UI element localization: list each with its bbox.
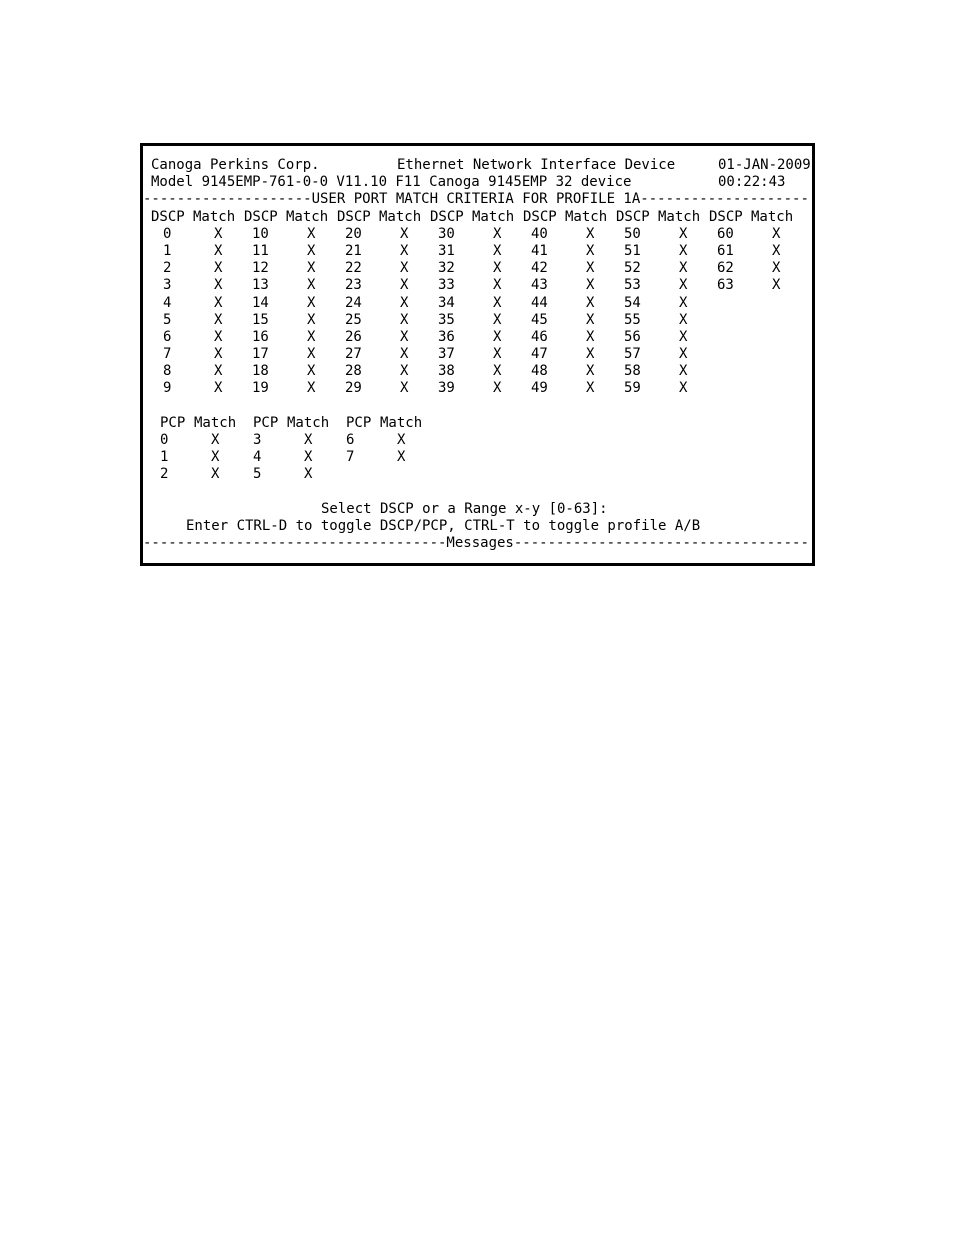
dscp-match-flag[interactable]: X — [586, 311, 595, 328]
dscp-value: 6 — [163, 328, 172, 345]
dscp-value: 42 — [531, 260, 548, 277]
dscp-table-row — [148, 363, 688, 380]
dscp-value: 52 — [624, 260, 641, 277]
dscp-match-flag[interactable]: X — [493, 328, 502, 345]
dscp-match-flag[interactable]: X — [586, 277, 595, 294]
select-prompt: Select DSCP or a Range x-y [0-63]: — [321, 500, 608, 517]
dscp-match-flag[interactable]: X — [214, 242, 223, 259]
dscp-value: 28 — [345, 363, 362, 380]
dscp-value: 55 — [624, 311, 641, 328]
dscp-value: 24 — [345, 294, 362, 311]
dscp-match-flag[interactable]: X — [214, 260, 223, 277]
dscp-match-flag[interactable]: X — [586, 260, 595, 277]
dscp-match-flag[interactable]: X — [679, 328, 688, 345]
dscp-match-flag[interactable]: X — [307, 277, 316, 294]
dscp-value: 27 — [345, 346, 362, 363]
dscp-match-flag[interactable]: X — [679, 311, 688, 328]
pcp-column-header: PCP — [346, 414, 372, 431]
dscp-value: 7 — [163, 346, 172, 363]
dscp-value: 10 — [252, 225, 269, 242]
pcp-header-row — [148, 414, 423, 432]
match-column-header: Match — [751, 208, 794, 225]
device-type: Ethernet Network Interface Device — [397, 157, 676, 173]
pcp-value: 3 — [253, 432, 262, 448]
dscp-value: 45 — [531, 311, 548, 328]
dscp-match-flag[interactable]: X — [679, 260, 688, 277]
messages-separator-row — [143, 535, 809, 552]
dscp-match-flag[interactable]: X — [400, 346, 409, 363]
pcp-match-flag[interactable]: X — [211, 449, 220, 466]
hint-row — [148, 517, 701, 535]
dscp-match-flag[interactable]: X — [679, 380, 688, 397]
dscp-match-flag[interactable]: X — [400, 363, 409, 380]
dscp-value: 0 — [163, 225, 172, 242]
dscp-value: 8 — [163, 363, 172, 380]
dscp-table-row — [148, 294, 688, 312]
dscp-value: 23 — [345, 277, 362, 294]
dscp-value: 41 — [531, 242, 548, 259]
dscp-column-header: DSCP — [430, 208, 464, 225]
title-separator-row — [143, 191, 809, 208]
dscp-value: 25 — [345, 311, 362, 328]
dscp-value: 44 — [531, 294, 548, 311]
dscp-value: 35 — [438, 311, 455, 328]
pcp-table-row — [148, 432, 406, 449]
company-name: Canoga Perkins Corp. — [151, 157, 320, 173]
pcp-column-header: PCP — [160, 414, 186, 431]
dscp-value: 63 — [717, 277, 734, 294]
dscp-value: 20 — [345, 225, 362, 242]
date-display: 01-JAN-2009 — [718, 157, 811, 173]
match-column-header: Match — [658, 208, 701, 225]
dscp-value: 26 — [345, 328, 362, 345]
dscp-table-row — [148, 277, 781, 294]
match-column-header: Match — [194, 414, 237, 431]
dscp-value: 17 — [252, 346, 269, 363]
dscp-match-flag[interactable]: X — [679, 225, 688, 242]
dscp-match-flag[interactable]: X — [493, 380, 502, 397]
time-display: 00:22:43 — [718, 174, 786, 191]
blank-row — [148, 398, 199, 415]
dscp-match-flag[interactable]: X — [772, 277, 781, 294]
dscp-value: 49 — [531, 380, 548, 397]
dscp-value: 11 — [252, 242, 269, 259]
dscp-table-row — [148, 311, 688, 329]
dscp-value: 62 — [717, 260, 734, 277]
model-line: Model 9145EMP-761-0-0 V11.10 F11 Canoga 9145EMP 32 device — [151, 174, 632, 191]
pcp-value: 2 — [160, 466, 169, 483]
dscp-match-flag[interactable]: X — [586, 328, 595, 345]
dscp-value: 37 — [438, 346, 455, 363]
dscp-match-flag[interactable]: X — [400, 225, 409, 242]
terminal-content — [143, 157, 811, 552]
pcp-match-flag[interactable]: X — [304, 449, 313, 466]
pcp-match-flag[interactable]: X — [211, 466, 220, 483]
select-prompt-row — [148, 500, 608, 518]
dscp-value: 1 — [163, 242, 172, 259]
dscp-value: 13 — [252, 277, 269, 294]
dscp-value: 31 — [438, 242, 455, 259]
match-column-header: Match — [565, 208, 608, 225]
dscp-match-flag[interactable]: X — [772, 260, 781, 277]
dscp-match-flag[interactable]: X — [493, 277, 502, 294]
dscp-value: 32 — [438, 260, 455, 277]
dscp-table-row — [148, 346, 688, 363]
pcp-match-flag[interactable]: X — [304, 432, 313, 448]
dscp-value: 19 — [252, 380, 269, 397]
dscp-match-flag[interactable]: X — [307, 311, 316, 328]
dscp-match-flag[interactable]: X — [307, 328, 316, 345]
dscp-match-flag[interactable]: X — [214, 346, 223, 363]
dscp-value: 61 — [717, 242, 734, 259]
pcp-match-flag[interactable]: X — [397, 449, 406, 466]
dscp-match-flag[interactable]: X — [679, 346, 688, 363]
dscp-value: 15 — [252, 311, 269, 328]
dscp-match-flag[interactable]: X — [214, 380, 223, 397]
match-column-header: Match — [193, 208, 236, 225]
dscp-column-header: DSCP — [244, 208, 278, 225]
dscp-value: 33 — [438, 277, 455, 294]
dscp-value: 39 — [438, 380, 455, 397]
dscp-match-flag[interactable]: X — [307, 346, 316, 363]
dscp-match-flag[interactable]: X — [493, 294, 502, 311]
dscp-match-flag[interactable]: X — [307, 294, 316, 311]
dscp-match-flag[interactable]: X — [586, 225, 595, 242]
dscp-match-flag[interactable]: X — [493, 225, 502, 242]
dscp-match-flag[interactable]: X — [493, 363, 502, 380]
header-row-1 — [148, 157, 811, 174]
dscp-value: 18 — [252, 363, 269, 380]
dscp-match-flag[interactable]: X — [493, 346, 502, 363]
dscp-match-flag[interactable]: X — [307, 260, 316, 277]
dscp-match-flag[interactable]: X — [772, 225, 781, 242]
dscp-match-flag[interactable]: X — [214, 328, 223, 345]
pcp-column-header: PCP — [253, 414, 279, 431]
dscp-match-flag[interactable]: X — [400, 242, 409, 259]
dscp-value: 36 — [438, 328, 455, 345]
dscp-value: 59 — [624, 380, 641, 397]
dscp-match-flag[interactable]: X — [214, 363, 223, 380]
terminal-screen[interactable] — [140, 143, 815, 566]
match-column-header: Match — [472, 208, 515, 225]
pcp-value: 4 — [253, 449, 262, 466]
dscp-value: 50 — [624, 225, 641, 242]
dscp-match-flag[interactable]: X — [400, 380, 409, 397]
pcp-match-flag[interactable]: X — [304, 466, 313, 483]
dscp-match-flag[interactable]: X — [307, 380, 316, 397]
blank-row — [148, 484, 199, 501]
pcp-match-flag[interactable]: X — [211, 432, 220, 448]
title-separator: --------------------USER PORT MATCH CRITERIA FOR PROFILE 1A-------------------- — [143, 191, 809, 208]
dscp-column-header: DSCP — [523, 208, 557, 225]
dscp-value: 2 — [163, 260, 172, 277]
dscp-match-flag[interactable]: X — [214, 277, 223, 294]
dscp-value: 9 — [163, 380, 172, 397]
dscp-value: 56 — [624, 328, 641, 345]
dscp-value: 60 — [717, 225, 734, 242]
pcp-table[interactable] — [148, 432, 406, 484]
pcp-value: 1 — [160, 449, 169, 466]
dscp-value: 5 — [163, 311, 172, 328]
dscp-match-flag[interactable]: X — [586, 380, 595, 397]
dscp-match-flag[interactable]: X — [493, 242, 502, 259]
dscp-value: 46 — [531, 328, 548, 345]
dscp-match-flag[interactable]: X — [679, 294, 688, 311]
pcp-value: 0 — [160, 432, 169, 448]
dscp-value: 58 — [624, 363, 641, 380]
pcp-table-row — [148, 449, 406, 466]
dscp-value: 51 — [624, 242, 641, 259]
dscp-match-flag[interactable]: X — [679, 363, 688, 380]
dscp-value: 54 — [624, 294, 641, 311]
pcp-table-row — [148, 466, 313, 483]
dscp-column-header: DSCP — [151, 208, 185, 225]
dscp-match-flag[interactable]: X — [307, 363, 316, 380]
match-column-header: Match — [286, 208, 329, 225]
dscp-value: 4 — [163, 294, 172, 311]
dscp-value: 47 — [531, 346, 548, 363]
dscp-match-flag[interactable]: X — [586, 294, 595, 311]
dscp-match-flag[interactable]: X — [400, 311, 409, 328]
dscp-column-header: DSCP — [337, 208, 371, 225]
dscp-table-row — [148, 260, 781, 277]
dscp-value: 34 — [438, 294, 455, 311]
dscp-value: 14 — [252, 294, 269, 311]
dscp-value: 38 — [438, 363, 455, 380]
dscp-match-flag[interactable]: X — [214, 294, 223, 311]
messages-separator: ------------------------------------Messages----------------------------------- — [143, 535, 809, 552]
dscp-value: 57 — [624, 346, 641, 363]
dscp-match-flag[interactable]: X — [400, 277, 409, 294]
dscp-match-flag[interactable]: X — [214, 225, 223, 242]
dscp-value: 43 — [531, 277, 548, 294]
pcp-match-flag[interactable]: X — [397, 432, 406, 448]
dscp-match-flag[interactable]: X — [214, 311, 223, 328]
dscp-header-row — [148, 208, 794, 226]
dscp-match-flag[interactable]: X — [586, 242, 595, 259]
pcp-value: 7 — [346, 449, 355, 466]
dscp-value: 12 — [252, 260, 269, 277]
match-column-header: Match — [379, 208, 422, 225]
pcp-value: 6 — [346, 432, 355, 448]
dscp-column-header: DSCP — [709, 208, 743, 225]
dscp-value: 16 — [252, 328, 269, 345]
match-column-header: Match — [287, 414, 330, 431]
dscp-table-row — [148, 328, 688, 346]
dscp-match-flag[interactable]: X — [772, 242, 781, 259]
dscp-table[interactable] — [148, 225, 781, 398]
dscp-table-row — [148, 242, 781, 260]
dscp-match-flag[interactable]: X — [307, 225, 316, 242]
dscp-value: 30 — [438, 225, 455, 242]
dscp-value: 40 — [531, 225, 548, 242]
dscp-match-flag[interactable]: X — [400, 294, 409, 311]
dscp-value: 3 — [163, 277, 172, 294]
pcp-value: 5 — [253, 466, 262, 483]
dscp-value: 29 — [345, 380, 362, 397]
header-row-2 — [148, 174, 786, 191]
dscp-match-flag[interactable]: X — [586, 363, 595, 380]
dscp-match-flag[interactable]: X — [400, 328, 409, 345]
dscp-match-flag[interactable]: X — [400, 260, 409, 277]
dscp-value: 53 — [624, 277, 641, 294]
dscp-value: 48 — [531, 363, 548, 380]
dscp-column-header: DSCP — [616, 208, 650, 225]
dscp-match-flag[interactable]: X — [493, 311, 502, 328]
dscp-match-flag[interactable]: X — [679, 277, 688, 294]
dscp-match-flag[interactable]: X — [586, 346, 595, 363]
match-column-header: Match — [380, 414, 423, 431]
dscp-value: 21 — [345, 242, 362, 259]
dscp-value: 22 — [345, 260, 362, 277]
dscp-table-row — [148, 380, 688, 397]
dscp-table-row — [148, 225, 781, 243]
dscp-match-flag[interactable]: X — [307, 242, 316, 259]
dscp-match-flag[interactable]: X — [493, 260, 502, 277]
dscp-match-flag[interactable]: X — [679, 242, 688, 259]
toggle-hint: Enter CTRL-D to toggle DSCP/PCP, CTRL-T to toggle profile A/B — [186, 517, 701, 534]
